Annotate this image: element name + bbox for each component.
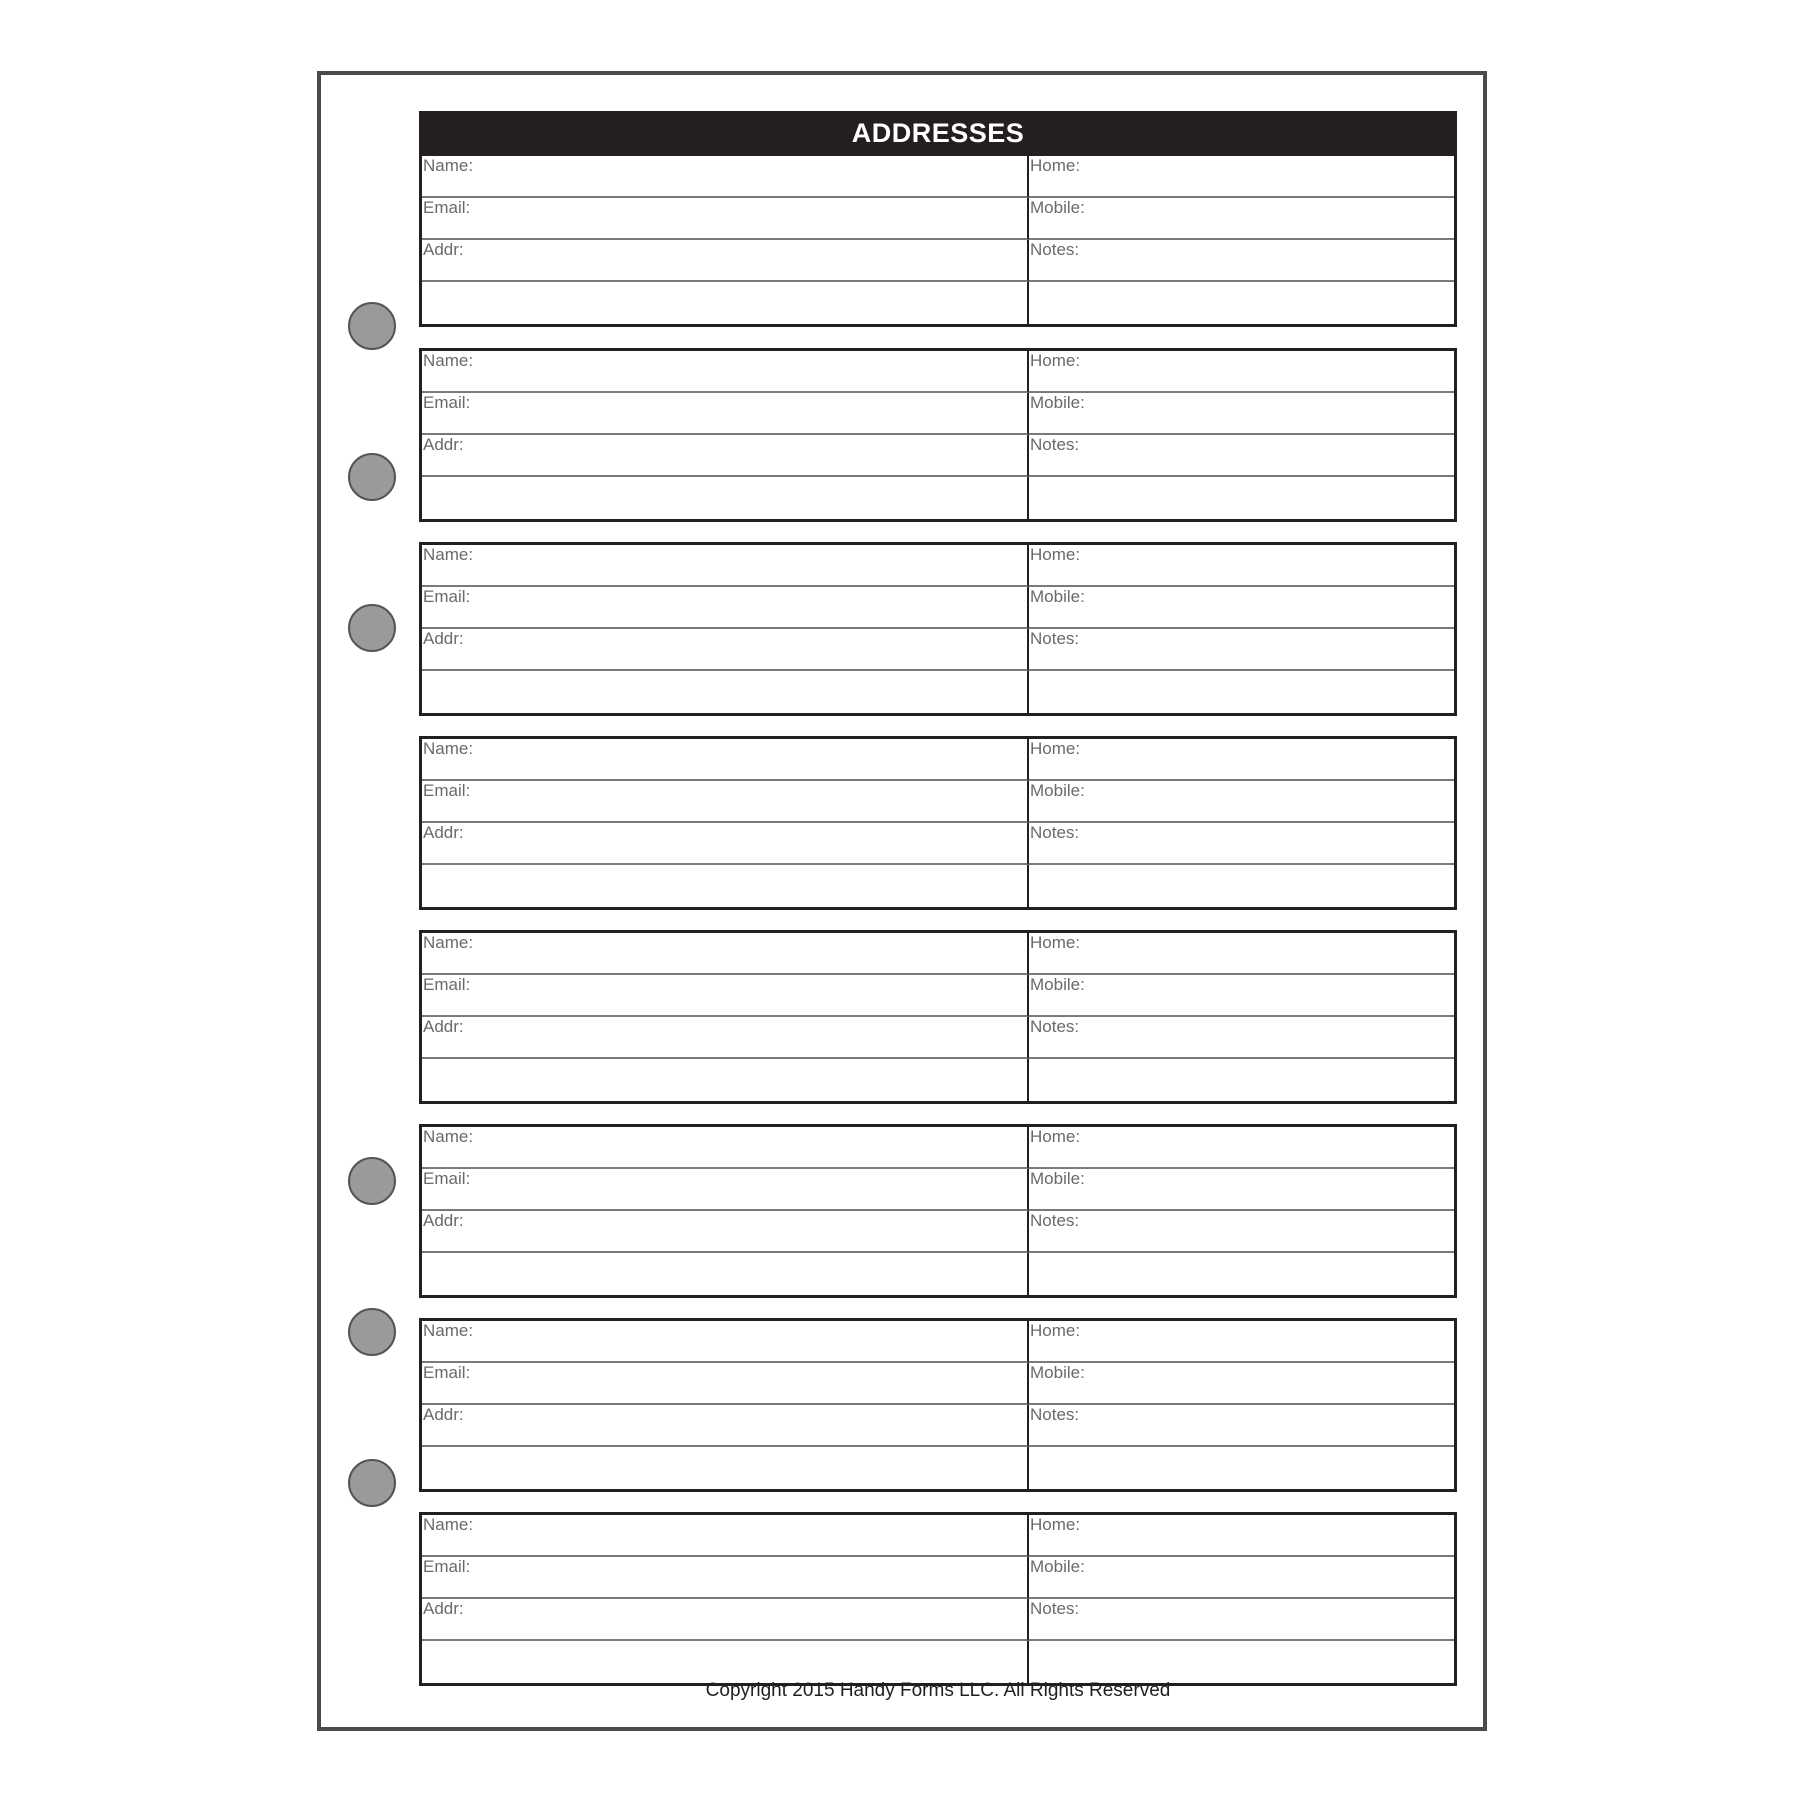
email-label: Email: bbox=[423, 1169, 471, 1188]
email-field[interactable] bbox=[422, 198, 1029, 240]
addr-field[interactable] bbox=[422, 1017, 1029, 1059]
name-field[interactable] bbox=[422, 1515, 1029, 1557]
mobile-label: Mobile: bbox=[1030, 198, 1085, 217]
email-label: Email: bbox=[423, 587, 471, 606]
notes-line-2-field[interactable] bbox=[1029, 1641, 1454, 1683]
mobile-label: Mobile: bbox=[1030, 1557, 1085, 1576]
name-label: Name: bbox=[423, 545, 474, 564]
binder-hole-icon bbox=[348, 604, 396, 652]
copyright-notice: Copyright 2015 Handy Forms LLC. All Rights Reserved bbox=[705, 1680, 1171, 1701]
mobile-field[interactable] bbox=[1029, 587, 1454, 629]
mobile-field[interactable] bbox=[1029, 1363, 1454, 1405]
name-label: Name: bbox=[423, 1321, 474, 1340]
mobile-label: Mobile: bbox=[1030, 975, 1085, 994]
address-entry bbox=[419, 930, 1457, 1104]
addr-label: Addr: bbox=[423, 1017, 464, 1036]
name-label: Name: bbox=[423, 156, 474, 175]
email-label: Email: bbox=[423, 781, 471, 800]
address-entry bbox=[419, 1318, 1457, 1492]
notes-field[interactable] bbox=[1029, 1599, 1454, 1641]
home-field[interactable] bbox=[1029, 1321, 1454, 1363]
addr-field[interactable] bbox=[422, 1405, 1029, 1447]
notes-line-2-field[interactable] bbox=[1029, 865, 1454, 907]
home-field[interactable] bbox=[1029, 1515, 1454, 1557]
addr-label: Addr: bbox=[423, 240, 464, 259]
notes-label: Notes: bbox=[1030, 1017, 1080, 1036]
notes-field[interactable] bbox=[1029, 1211, 1454, 1253]
name-field[interactable] bbox=[422, 545, 1029, 587]
home-label: Home: bbox=[1030, 545, 1081, 564]
binder-hole-icon bbox=[348, 453, 396, 501]
notes-field[interactable] bbox=[1029, 240, 1454, 282]
addr-field[interactable] bbox=[422, 629, 1029, 671]
name-field[interactable] bbox=[422, 739, 1029, 781]
email-field[interactable] bbox=[422, 393, 1029, 435]
notes-line-2-field[interactable] bbox=[1029, 671, 1454, 713]
notes-label: Notes: bbox=[1030, 1211, 1080, 1230]
notes-line-2-field[interactable] bbox=[1029, 1059, 1454, 1101]
notes-field[interactable] bbox=[1029, 629, 1454, 671]
home-label: Home: bbox=[1030, 1321, 1081, 1340]
addr-line-2-field[interactable] bbox=[422, 1253, 1029, 1295]
name-label: Name: bbox=[423, 1515, 474, 1534]
address-entry bbox=[419, 542, 1457, 716]
home-label: Home: bbox=[1030, 1515, 1081, 1534]
mobile-field[interactable] bbox=[1029, 975, 1454, 1017]
addr-field[interactable] bbox=[422, 435, 1029, 477]
email-field[interactable] bbox=[422, 1169, 1029, 1211]
notes-field[interactable] bbox=[1029, 823, 1454, 865]
email-field[interactable] bbox=[422, 1557, 1029, 1599]
home-field[interactable] bbox=[1029, 1127, 1454, 1169]
addr-line-2-field[interactable] bbox=[422, 477, 1029, 519]
notes-field[interactable] bbox=[1029, 1405, 1454, 1447]
addr-label: Addr: bbox=[423, 435, 464, 454]
name-field[interactable] bbox=[422, 156, 1029, 198]
addr-label: Addr: bbox=[423, 1211, 464, 1230]
notes-field[interactable] bbox=[1029, 1017, 1454, 1059]
name-label: Name: bbox=[423, 739, 474, 758]
mobile-label: Mobile: bbox=[1030, 781, 1085, 800]
mobile-field[interactable] bbox=[1029, 1557, 1454, 1599]
mobile-field[interactable] bbox=[1029, 1169, 1454, 1211]
addr-field[interactable] bbox=[422, 1599, 1029, 1641]
email-field[interactable] bbox=[422, 587, 1029, 629]
name-label: Name: bbox=[423, 933, 474, 952]
addr-field[interactable] bbox=[422, 823, 1029, 865]
addr-label: Addr: bbox=[423, 823, 464, 842]
notes-label: Notes: bbox=[1030, 1405, 1080, 1424]
home-label: Home: bbox=[1030, 1127, 1081, 1146]
notes-label: Notes: bbox=[1030, 435, 1080, 454]
email-label: Email: bbox=[423, 975, 471, 994]
binder-hole-icon bbox=[348, 302, 396, 350]
addr-label: Addr: bbox=[423, 1405, 464, 1424]
home-label: Home: bbox=[1030, 933, 1081, 952]
email-label: Email: bbox=[423, 198, 471, 217]
home-field[interactable] bbox=[1029, 351, 1454, 393]
home-label: Home: bbox=[1030, 156, 1081, 175]
name-label: Name: bbox=[423, 1127, 474, 1146]
email-label: Email: bbox=[423, 1557, 471, 1576]
addr-line-2-field[interactable] bbox=[422, 1059, 1029, 1101]
notes-field[interactable] bbox=[1029, 435, 1454, 477]
mobile-label: Mobile: bbox=[1030, 587, 1085, 606]
addr-field[interactable] bbox=[422, 240, 1029, 282]
name-field[interactable] bbox=[422, 1127, 1029, 1169]
addr-line-2-field[interactable] bbox=[422, 1447, 1029, 1489]
notes-line-2-field[interactable] bbox=[1029, 1253, 1454, 1295]
mobile-label: Mobile: bbox=[1030, 1169, 1085, 1188]
address-entry bbox=[419, 1512, 1457, 1686]
notes-label: Notes: bbox=[1030, 240, 1080, 259]
name-field[interactable] bbox=[422, 933, 1029, 975]
name-field[interactable] bbox=[422, 351, 1029, 393]
mobile-label: Mobile: bbox=[1030, 1363, 1085, 1382]
address-entry bbox=[419, 156, 1457, 327]
mobile-field[interactable] bbox=[1029, 393, 1454, 435]
home-field[interactable] bbox=[1029, 156, 1454, 198]
addr-label: Addr: bbox=[423, 1599, 464, 1618]
notes-line-2-field[interactable] bbox=[1029, 477, 1454, 519]
addr-line-2-field[interactable] bbox=[422, 282, 1029, 324]
notes-label: Notes: bbox=[1030, 629, 1080, 648]
addr-line-2-field[interactable] bbox=[422, 671, 1029, 713]
email-field[interactable] bbox=[422, 1363, 1029, 1405]
address-entry bbox=[419, 1124, 1457, 1298]
binder-hole-icon bbox=[348, 1459, 396, 1507]
addr-line-2-field[interactable] bbox=[422, 865, 1029, 907]
notes-label: Notes: bbox=[1030, 823, 1080, 842]
addr-label: Addr: bbox=[423, 629, 464, 648]
notes-line-2-field[interactable] bbox=[1029, 1447, 1454, 1489]
home-field[interactable] bbox=[1029, 739, 1454, 781]
addr-line-2-field[interactable] bbox=[422, 1641, 1029, 1683]
home-label: Home: bbox=[1030, 739, 1081, 758]
notes-line-2-field[interactable] bbox=[1029, 282, 1454, 324]
email-label: Email: bbox=[423, 1363, 471, 1382]
page-title: ADDRESSES bbox=[419, 111, 1457, 156]
home-field[interactable] bbox=[1029, 933, 1454, 975]
addr-field[interactable] bbox=[422, 1211, 1029, 1253]
address-entry bbox=[419, 736, 1457, 910]
home-label: Home: bbox=[1030, 351, 1081, 370]
email-field[interactable] bbox=[422, 975, 1029, 1017]
address-entry bbox=[419, 348, 1457, 522]
home-field[interactable] bbox=[1029, 545, 1454, 587]
email-label: Email: bbox=[423, 393, 471, 412]
name-field[interactable] bbox=[422, 1321, 1029, 1363]
notes-label: Notes: bbox=[1030, 1599, 1080, 1618]
email-field[interactable] bbox=[422, 781, 1029, 823]
binder-hole-icon bbox=[348, 1157, 396, 1205]
name-label: Name: bbox=[423, 351, 474, 370]
mobile-field[interactable] bbox=[1029, 198, 1454, 240]
binder-hole-icon bbox=[348, 1308, 396, 1356]
mobile-field[interactable] bbox=[1029, 781, 1454, 823]
mobile-label: Mobile: bbox=[1030, 393, 1085, 412]
